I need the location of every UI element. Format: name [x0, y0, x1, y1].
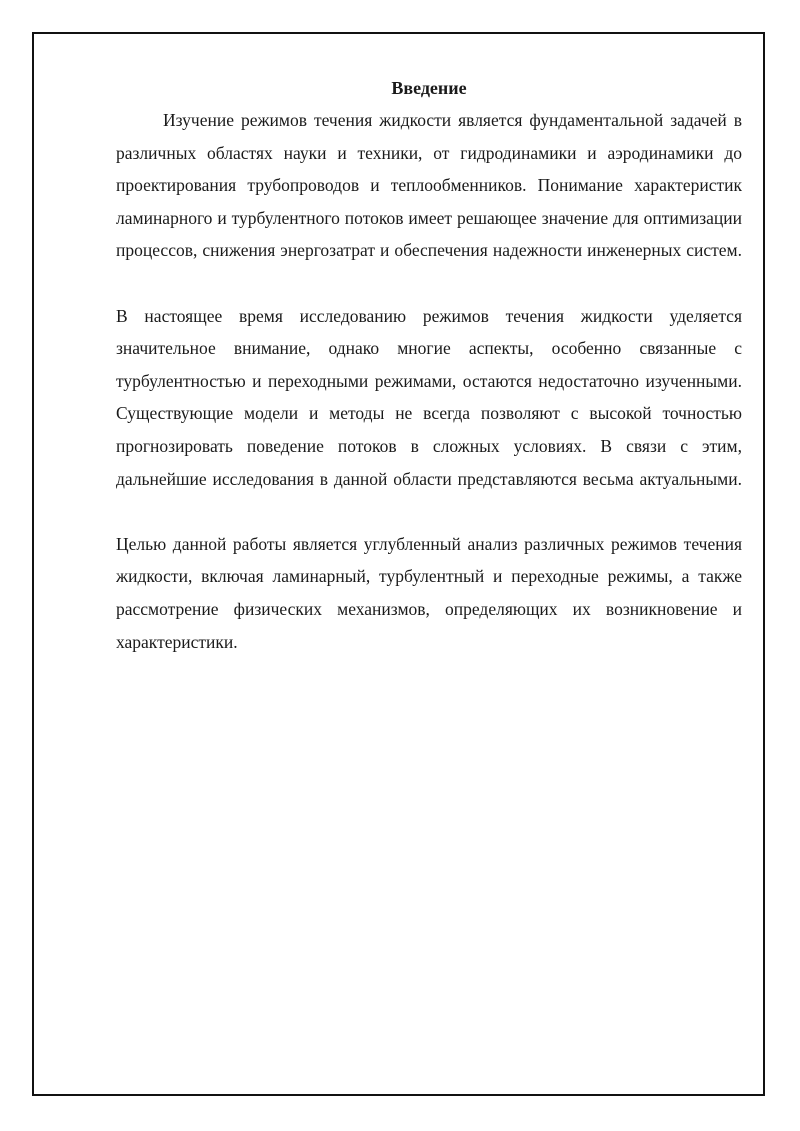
paragraph-spacer — [116, 267, 742, 300]
document-body — [116, 72, 742, 658]
document-title: Введение — [391, 78, 467, 98]
paragraph-relevance: В настоящее время исследованию режимов течения жидкости уделяется значительное внимание, однако многие аспекты, особенно связанные с турбулентностью и переходными режимами, остаются недостаточно изученными. Существующие модели и методы не всегда позволяют с высокой точностью прогнозировать поведение потоков в сложных условиях. В связи с этим, дальнейшие исследования в данной области представляются весьма актуальными. — [116, 305, 742, 489]
paragraph-intro: Изучение режимов течения жидкости является фундаментальной задачей в различных областях науки и техники, от гидродинамики и аэродинамики до проектирования трубопроводов и теплообменников. Понимание характеристик ламинарного и турбулентного потоков имеет решающее значение для оптимизации процессов, снижения энергозатрат и обеспечения надежности инженерных систем. — [116, 110, 742, 261]
paragraph-spacer — [116, 495, 742, 528]
paragraph-goal: Целью данной работы является углубленный анализ различных режимов течения жидкости, включая ламинарный, турбулентный и переходные режимы, а также рассмотрение физических механизмов, определяющих их возникновение и характеристики. — [116, 533, 742, 652]
